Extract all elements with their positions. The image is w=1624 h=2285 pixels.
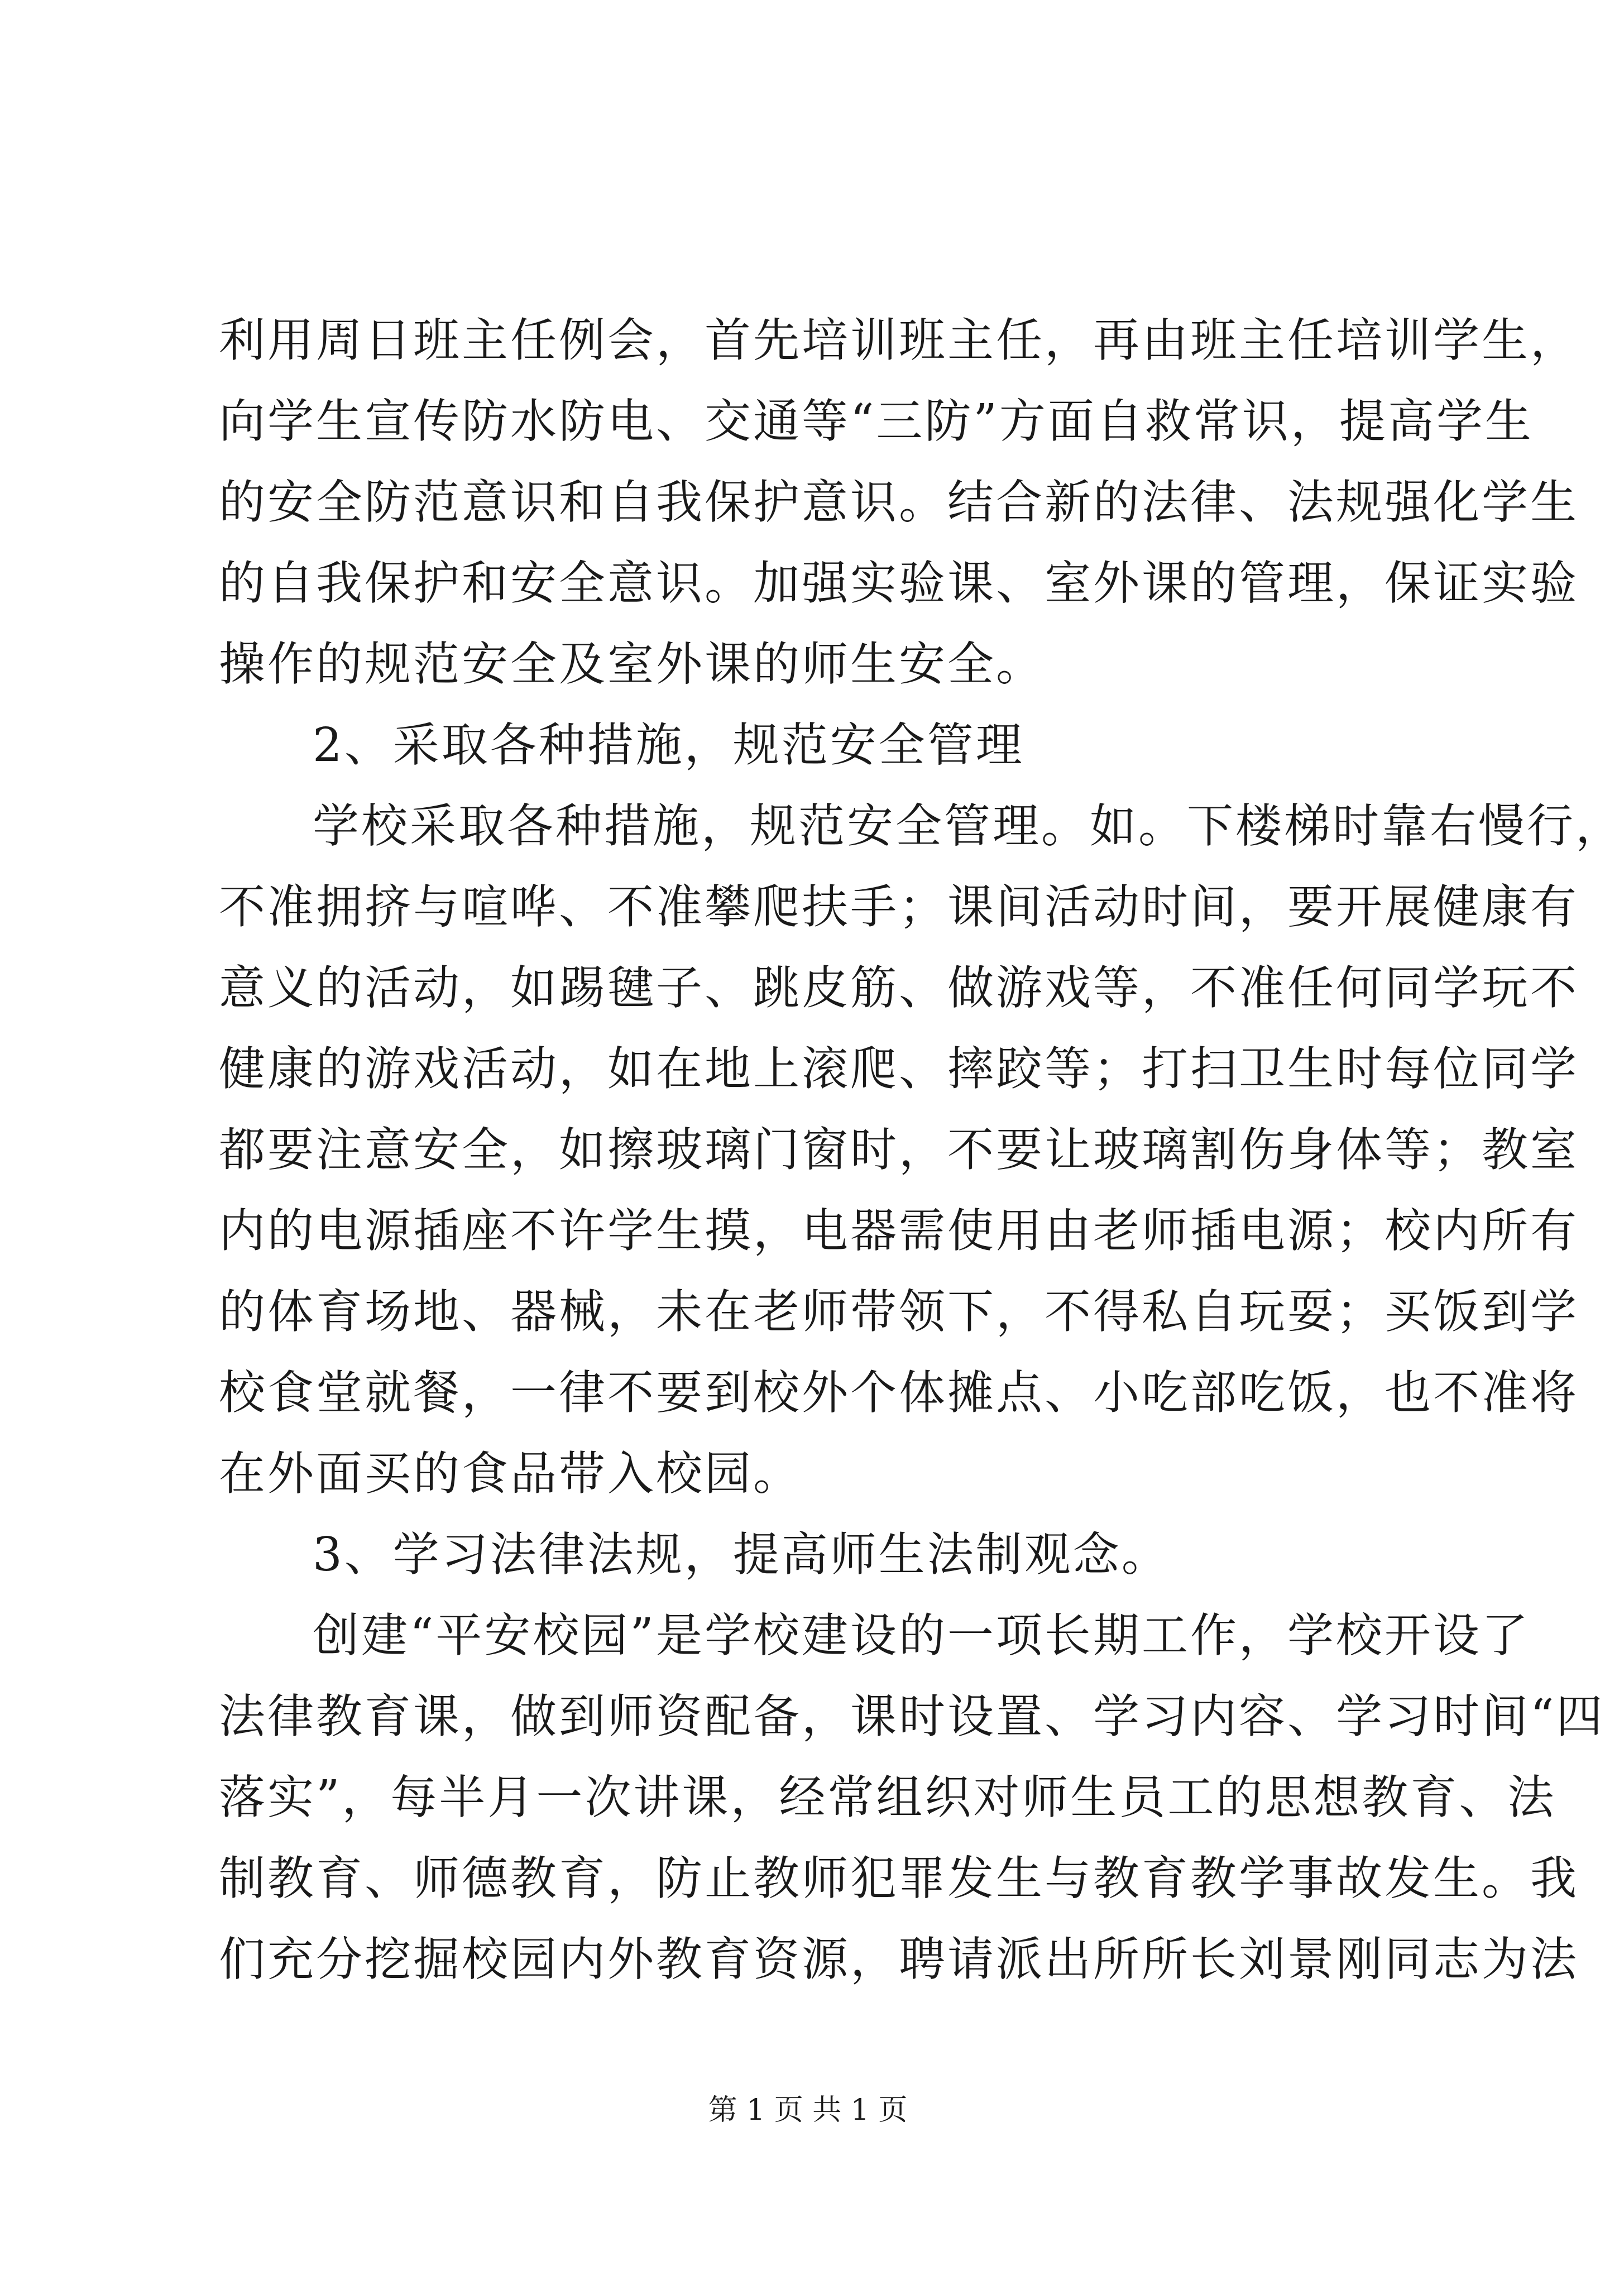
text-line-3: 的安全防范意识和自我保护意识。结合新的法律、法规强化学生 bbox=[219, 475, 1579, 529]
text-line-18: 法律教育课，做到师资配备，课时设置、学习内容、学习时间“四 bbox=[219, 1689, 1605, 1743]
text-line-12: 内的电源插座不许学生摸，电器需使用由老师插电源；校内所有 bbox=[219, 1204, 1579, 1258]
text-line-10: 健康的游戏活动，如在地上滚爬、摔跤等；打扫卫生时每位同学 bbox=[219, 1042, 1579, 1096]
section-heading-2: 2、采取各种措施，规范安全管理 bbox=[313, 718, 1024, 772]
text-line-8: 不准拥挤与喧哗、不准攀爬扶手；课间活动时间，要开展健康有 bbox=[219, 880, 1579, 934]
text-line-5: 操作的规范安全及室外课的师生安全。 bbox=[219, 637, 1045, 691]
text-line-15: 在外面买的食品带入校园。 bbox=[219, 1446, 802, 1501]
text-line-7: 学校采取各种措施，规范安全管理。如。下楼梯时靠右慢行， bbox=[313, 799, 1624, 853]
page-number-footer: 第 1 页 共 1 页 bbox=[708, 2094, 908, 2127]
text-line-2: 向学生宣传防水防电、交通等“三防”方面自救常识，提高学生 bbox=[219, 394, 1534, 448]
text-line-1: 利用周日班主任例会，首先培训班主任，再由班主任培训学生， bbox=[219, 313, 1579, 367]
text-line-19: 落实”，每半月一次讲课，经常组织对师生员工的思想教育、法 bbox=[219, 1770, 1556, 1824]
section-heading-3: 3、学习法律法规，提高师生法制观念。 bbox=[313, 1527, 1170, 1582]
text-line-21: 们充分挖掘校园内外教育资源，聘请派出所所长刘景刚同志为法 bbox=[219, 1932, 1579, 1986]
text-line-13: 的体育场地、器械，未在老师带领下，不得私自玩耍；买饭到学 bbox=[219, 1285, 1579, 1339]
text-line-20: 制教育、师德教育，防止教师犯罪发生与教育教学事故发生。我 bbox=[219, 1851, 1579, 1905]
text-line-9: 意义的活动，如踢毽子、跳皮筋、做游戏等，不准任何同学玩不 bbox=[219, 961, 1579, 1015]
text-line-4: 的自我保护和安全意识。加强实验课、室外课的管理，保证实验 bbox=[219, 556, 1579, 610]
text-line-11: 都要注意安全，如擦玻璃门窗时，不要让玻璃割伤身体等；教室 bbox=[219, 1123, 1579, 1177]
text-line-17: 创建“平安校园”是学校建设的一项长期工作，学校开设了 bbox=[313, 1608, 1530, 1663]
text-line-14: 校食堂就餐，一律不要到校外个体摊点、小吃部吃饭，也不准将 bbox=[219, 1366, 1579, 1420]
